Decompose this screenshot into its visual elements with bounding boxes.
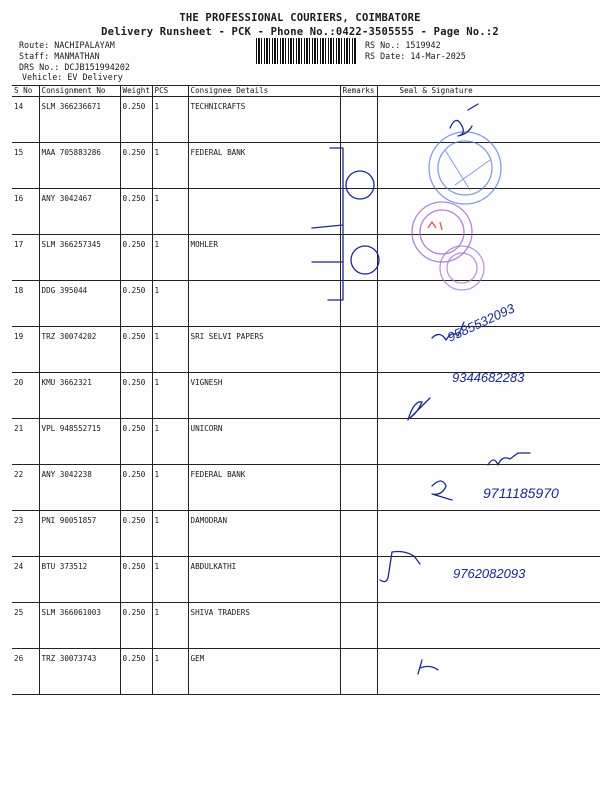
consignee-cell: FEDERAL BANK	[188, 143, 340, 189]
pcs-cell: 1	[152, 189, 188, 235]
weight-cell: 0.250	[120, 511, 152, 557]
table-row	[12, 557, 600, 603]
signature-cell	[377, 235, 600, 281]
weight-cell: 0.250	[120, 97, 152, 143]
consignee-cell: TECHNICRAFTS	[188, 97, 340, 143]
remarks-cell	[340, 97, 377, 143]
remarks-cell	[340, 511, 377, 557]
col-header-weight: Weight	[120, 86, 152, 97]
staff-label: Staff: MANMATHAN	[19, 51, 100, 61]
pcs-cell: 1	[152, 419, 188, 465]
table-row	[12, 419, 600, 465]
runsheet-table	[12, 85, 600, 695]
sno-cell: 19	[12, 327, 39, 373]
pcs-cell: 1	[152, 97, 188, 143]
col-header-remarks: Remarks	[340, 86, 377, 97]
remarks-cell	[340, 465, 377, 511]
table-header-row	[12, 86, 600, 97]
col-header-consignee: Consignee Details	[188, 86, 340, 97]
signature-cell	[377, 511, 600, 557]
weight-cell: 0.250	[120, 557, 152, 603]
consignee-cell: UNICORN	[188, 419, 340, 465]
pcs-cell: 1	[152, 281, 188, 327]
barcode	[256, 38, 356, 64]
remarks-cell	[340, 189, 377, 235]
pcs-cell: 1	[152, 373, 188, 419]
remarks-cell	[340, 649, 377, 695]
handwritten-phone-row19: 9585532093	[444, 300, 517, 345]
table-row	[12, 143, 600, 189]
remarks-cell	[340, 603, 377, 649]
consignment-cell: SLM 366061003	[39, 603, 120, 649]
signature-cell	[377, 281, 600, 327]
consignee-cell	[188, 189, 340, 235]
company-title: THE PROFESSIONAL COURIERS, COIMBATORE	[179, 12, 421, 24]
runsheet-subtitle: Delivery Runsheet - PCK - Phone No.:0422-3505555 - Page No.:2	[101, 26, 499, 38]
table-row	[12, 603, 600, 649]
consignment-cell: ANY 3042467	[39, 189, 120, 235]
col-header-seal-signature: Seal & Signature	[377, 86, 600, 97]
pcs-cell: 1	[152, 557, 188, 603]
consignment-cell: BTU 373512	[39, 557, 120, 603]
remarks-cell	[340, 235, 377, 281]
table-row	[12, 327, 600, 373]
signature-cell	[377, 649, 600, 695]
consignment-cell: TRZ 30073743	[39, 649, 120, 695]
signature-cell	[377, 143, 600, 189]
consignee-cell: GEM	[188, 649, 340, 695]
sno-cell: 23	[12, 511, 39, 557]
remarks-cell	[340, 327, 377, 373]
pcs-cell: 1	[152, 511, 188, 557]
sno-cell: 14	[12, 97, 39, 143]
consignee-cell	[188, 281, 340, 327]
weight-cell: 0.250	[120, 603, 152, 649]
consignment-cell: SLM 366257345	[39, 235, 120, 281]
sno-cell: 16	[12, 189, 39, 235]
sno-cell: 15	[12, 143, 39, 189]
signature-cell	[377, 419, 600, 465]
consignment-cell: DDG 395044	[39, 281, 120, 327]
weight-cell: 0.250	[120, 419, 152, 465]
consignment-cell: VPL 948552715	[39, 419, 120, 465]
consignee-cell: DAMODRAN	[188, 511, 340, 557]
sno-cell: 18	[12, 281, 39, 327]
sno-cell: 20	[12, 373, 39, 419]
consignee-cell: VIGNESH	[188, 373, 340, 419]
signature-cell	[377, 327, 600, 373]
signature-cell	[377, 189, 600, 235]
sno-cell: 17	[12, 235, 39, 281]
remarks-cell	[340, 419, 377, 465]
rs-date: RS Date: 14-Mar-2025	[365, 51, 466, 61]
weight-cell: 0.250	[120, 143, 152, 189]
vehicle-label: Vehicle: EV Delivery	[22, 72, 123, 82]
consignee-cell: SHIVA TRADERS	[188, 603, 340, 649]
consignee-cell: SRI SELVI PAPERS	[188, 327, 340, 373]
remarks-cell	[340, 373, 377, 419]
remarks-cell	[340, 557, 377, 603]
route-label: Route: NACHIPALAYAM	[19, 40, 115, 50]
sno-cell: 24	[12, 557, 39, 603]
weight-cell: 0.250	[120, 327, 152, 373]
consignee-cell: MOHLER	[188, 235, 340, 281]
remarks-cell	[340, 281, 377, 327]
sno-cell: 21	[12, 419, 39, 465]
weight-cell: 0.250	[120, 281, 152, 327]
weight-cell: 0.250	[120, 649, 152, 695]
table-row	[12, 235, 600, 281]
pcs-cell: 1	[152, 143, 188, 189]
table-row	[12, 189, 600, 235]
pcs-cell: 1	[152, 649, 188, 695]
consignment-cell: MAA 705883286	[39, 143, 120, 189]
col-header-sno: S No	[12, 86, 39, 97]
pcs-cell: 1	[152, 465, 188, 511]
table-row	[12, 465, 600, 511]
sno-cell: 26	[12, 649, 39, 695]
weight-cell: 0.250	[120, 235, 152, 281]
pcs-cell: 1	[152, 603, 188, 649]
consignee-cell: ABDULKATHI	[188, 557, 340, 603]
weight-cell: 0.250	[120, 465, 152, 511]
drs-number: DRS No.: DCJB151994202	[19, 62, 130, 72]
table-row	[12, 97, 600, 143]
signature-cell	[377, 373, 600, 419]
consignment-cell: ANY 3042238	[39, 465, 120, 511]
sno-cell: 22	[12, 465, 39, 511]
weight-cell: 0.250	[120, 373, 152, 419]
consignment-cell: KMU 3662321	[39, 373, 120, 419]
col-header-pcs: PCS	[152, 86, 188, 97]
pcs-cell: 1	[152, 327, 188, 373]
table-row	[12, 373, 600, 419]
table-row	[12, 281, 600, 327]
consignment-cell: SLM 366236671	[39, 97, 120, 143]
sno-cell: 25	[12, 603, 39, 649]
pcs-cell: 1	[152, 235, 188, 281]
consignment-cell: PNI 90051857	[39, 511, 120, 557]
handwritten-phone-row23: 9711185970	[483, 485, 559, 501]
remarks-cell	[340, 143, 377, 189]
weight-cell: 0.250	[120, 189, 152, 235]
col-header-consignment: Consignment No	[39, 86, 120, 97]
signature-cell	[377, 465, 600, 511]
consignment-cell: TRZ 30074202	[39, 327, 120, 373]
handwritten-phone-row25: 9762082093	[453, 566, 526, 581]
rs-number: RS No.: 1519942	[365, 40, 441, 50]
table-row	[12, 649, 600, 695]
consignee-cell: FEDERAL BANK	[188, 465, 340, 511]
table-row	[12, 511, 600, 557]
signature-cell	[377, 557, 600, 603]
signature-cell	[377, 97, 600, 143]
signature-cell	[377, 603, 600, 649]
handwritten-phone-row20: 9344682283	[452, 370, 525, 385]
